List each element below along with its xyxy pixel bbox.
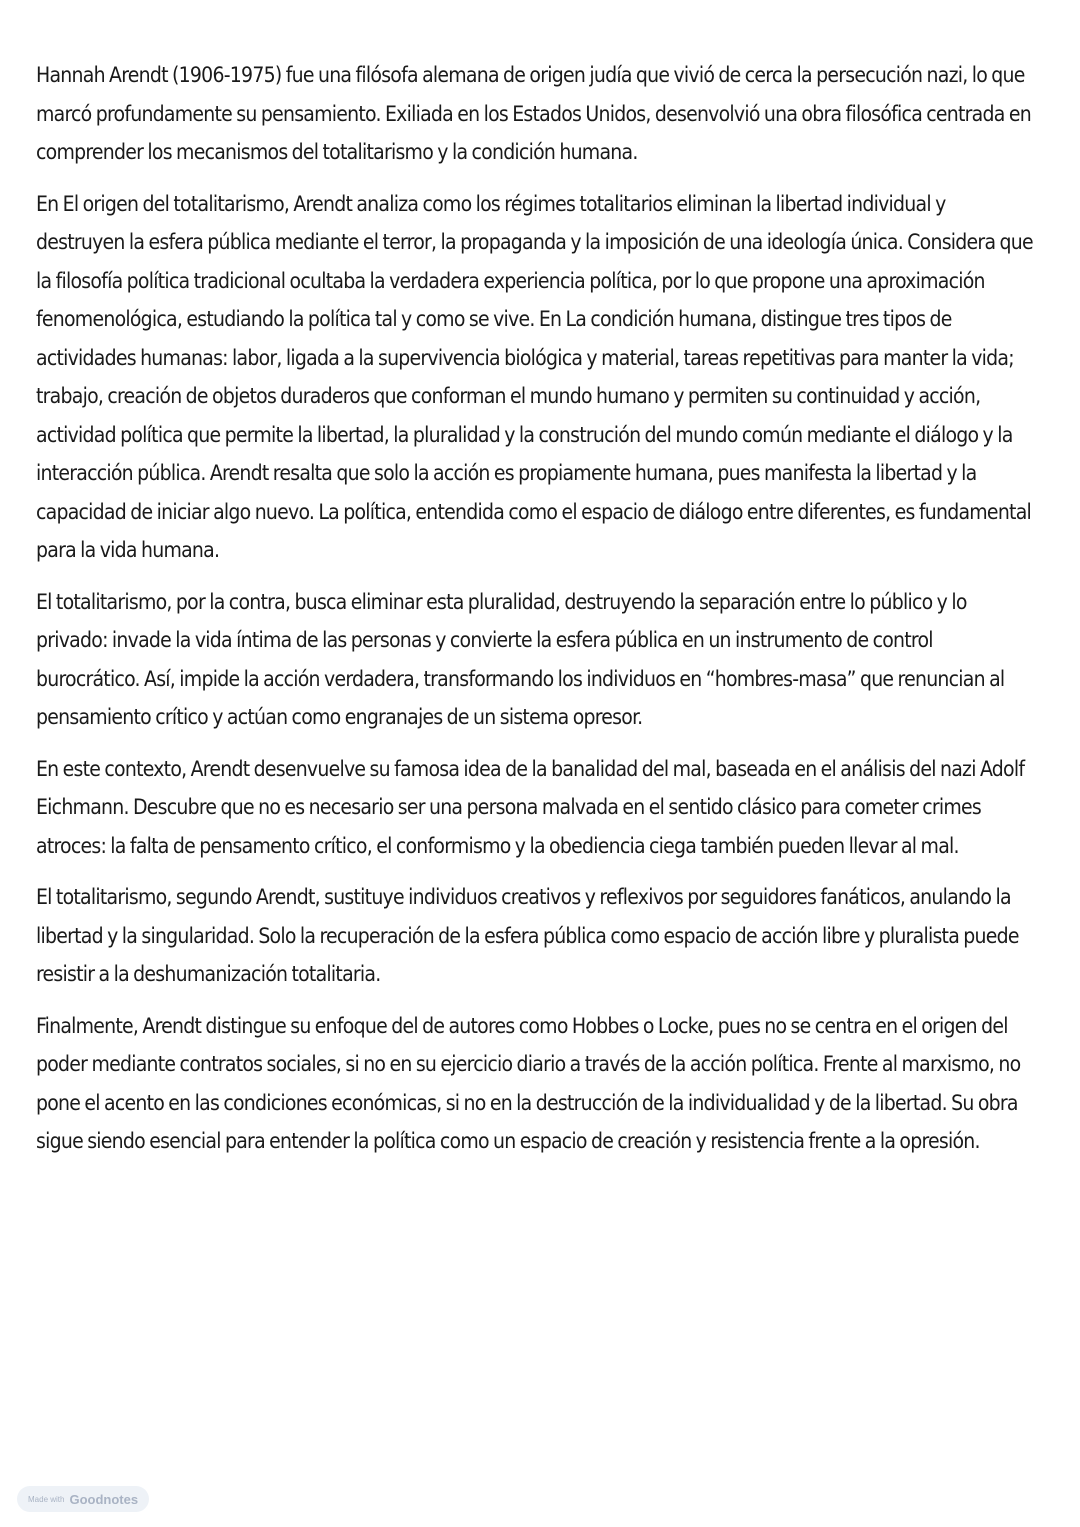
paragraph-origin-totalitarianism: En El origen del totalitarismo, Arendt analiza como los régimes totalitarios eliminan la libertad individual y destruyen la esfera pública mediante el terror, la propaganda y la imposición de una ideología única. Considera que la filosofía política tradicional ocultaba la verdadera experiencia política, por lo que propone una aproximación fenomenológica, estudiando la política tal y como se vive. En La condición humana, distingue tres tipos de actividades humanas: labor, ligada a la supervivencia biológica y material, tareas repetitivas para manter la vida; trabajo, creación de objetos duraderos que conforman el mundo humano y permiten su continuidad y acción, actividad política que permite la libertad, la pluralidad y la construción del mundo común mediante el diálogo y la interacción pública. Arendt resalta que solo la acción es propiamente humana, pues manifesta la libertad y la capacidad de iniciar algo nuevo. La política, entendida como el espacio de diálogo entre diferentes, es fundamental para la vida humana.	[36, 191, 1033, 562]
paragraph-public-sphere: El totalitarismo, segundo Arendt, sustituye individuos creativos y reflexivos por seguidores fanáticos, anulando la libertad y la singularidad. Solo la recuperación de la esfera pública como espacio de acción libre y pluralista puede resistir a la deshumanización totalitaria.	[36, 885, 1019, 986]
paragraph-conclusion: Finalmente, Arendt distingue su enfoque del de autores como Hobbes o Locke, pues no se centra en el origen del poder mediante contratos sociales, si no en su ejercicio diario a través de la acción política. Frente al marxismo, no pone el acento en las condiciones económicas, si no en la destrucción de la individualidad y de la libertad. Su obra sigue siendo esencial para entender la política como un espacio de creación y resistencia frente a la opresión.	[36, 1013, 1021, 1153]
paragraph-intro: Hannah Arendt (1906-1975) fue una filósofa alemana de origen judía que vivió de cerca la persecución nazi, lo que marcó profundamente su pensamiento. Exiliada en los Estados Unidos, desenvolvió una obra filosófica centrada en comprender los mecanismos del totalitarismo y la condición humana.	[36, 63, 1031, 164]
made-with-label: Made with	[28, 1494, 65, 1504]
document-body	[36, 56, 1036, 1174]
paragraph-totalitarianism-pluralism: El totalitarismo, por la contra, busca eliminar esta pluralidad, destruyendo la separación entre lo público y lo privado: invade la vida íntima de las personas y convierte la esfera pública en un instrumento de control burocrático. Así, impide la acción verdadera, transformando los individuos en “hombres-masa” que renuncian al pensamiento crítico y actúan como engranajes de un sistema opresor.	[36, 589, 1005, 729]
goodnotes-badge[interactable]	[17, 1486, 149, 1512]
paragraph-banality-of-evil: En este contexto, Arendt desenvuelve su famosa idea de la banalidad del mal, baseada en el análisis del nazi Adolf Eichmann. Descubre que no es necesario ser una persona malvada en el sentido clásico para cometer crimes atroces: la falta de pensamento crítico, el conformismo y la obediencia ciega también pueden llevar al mal.	[36, 756, 1025, 858]
goodnotes-brand-label: Goodnotes	[69, 1491, 139, 1507]
